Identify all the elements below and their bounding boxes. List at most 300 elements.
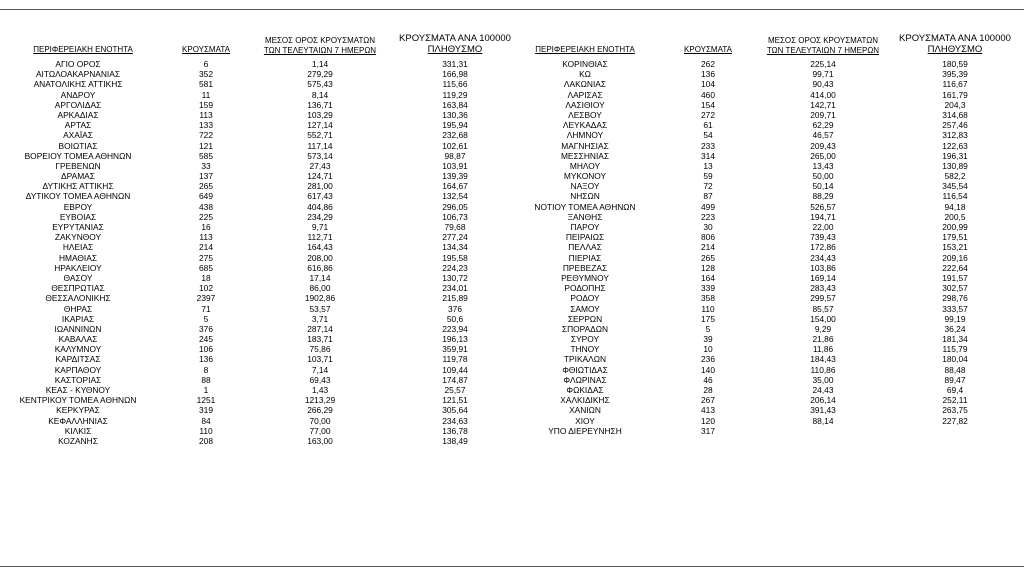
region-cell: ΧΑΝΙΩΝ — [569, 405, 601, 416]
region-cell: ΣΠΟΡΑΔΩΝ — [561, 323, 609, 334]
cases-cell: 214 — [199, 242, 213, 253]
region-cell: ΝΗΣΩΝ — [570, 191, 600, 202]
table-row — [0, 110, 520, 120]
avg-cell: 136,71 — [307, 99, 333, 110]
avg-cell: 265,00 — [810, 150, 836, 161]
region-cell: ΡΕΘΥΜΝΟΥ — [561, 272, 609, 283]
per100k-cell: 25,57 — [444, 385, 466, 395]
table-row — [0, 375, 520, 385]
per100k-cell: 130,36 — [442, 109, 468, 120]
table-row — [0, 242, 520, 252]
avg-cell: 112,71 — [307, 232, 333, 243]
cases-cell: 175 — [701, 313, 715, 324]
cases-cell: 113 — [199, 232, 213, 243]
table-row — [505, 334, 1024, 344]
region-cell: ΘΑΣΟΥ — [63, 272, 93, 283]
avg-cell: 50,14 — [812, 181, 834, 192]
table-row — [505, 141, 1024, 151]
per100k-cell: 252,11 — [942, 395, 968, 406]
avg-cell: 8,14 — [311, 89, 329, 100]
per100k-cell: 331,31 — [442, 59, 468, 69]
avg-cell: 85,57 — [812, 303, 834, 314]
region-cell: ΚΑΡΠΑΘΟΥ — [54, 364, 102, 375]
avg-cell: 391,43 — [810, 405, 836, 416]
table-row — [505, 161, 1024, 171]
table-row — [0, 293, 520, 303]
table-row — [0, 354, 520, 364]
region-cell: ΑΙΤΩΛΟΑΚΑΡΝΑΝΙΑΣ — [35, 69, 121, 80]
avg-cell: 9,29 — [814, 323, 832, 334]
cases-cell: 806 — [701, 232, 715, 243]
cases-cell: 16 — [201, 222, 211, 232]
avg-cell: 99,71 — [812, 69, 834, 80]
region-cell: ΦΩΚΙΔΑΣ — [566, 385, 604, 395]
per100k-cell: 234,63 — [442, 415, 468, 426]
region-cell: ΗΛΕΙΑΣ — [62, 242, 94, 253]
cases-cell: 104 — [701, 79, 715, 90]
region-cell: ΛΕΣΒΟΥ — [568, 109, 602, 120]
region-cell: ΔΥΤΙΚΟΥ ΤΟΜΕΑ ΑΘΗΝΩΝ — [25, 191, 131, 202]
region-cell: ΑΡΚΑΔΙΑΣ — [57, 109, 99, 120]
region-cell: ΚΑΣΤΟΡΙΑΣ — [54, 374, 102, 385]
cases-cell: 8 — [203, 364, 209, 375]
cases-cell: 120 — [701, 415, 715, 426]
avg-cell: 3,71 — [311, 313, 329, 324]
per100k-cell: 314,68 — [942, 109, 968, 120]
region-cell: ΒΟΡΕΙΟΥ ΤΟΜΕΑ ΑΘΗΝΩΝ — [24, 150, 132, 161]
cases-cell: 236 — [701, 354, 715, 365]
per100k-cell: 302,57 — [942, 283, 968, 294]
region-cell: ΞΑΝΘΗΣ — [567, 211, 603, 222]
region-cell: ΖΑΚΥΝΘΟΥ — [54, 232, 102, 243]
avg-cell: 616,86 — [307, 262, 333, 273]
region-cell: ΗΡΑΚΛΕΙΟΥ — [54, 262, 102, 273]
cases-cell: 46 — [703, 374, 713, 385]
top-rule — [0, 9, 1024, 10]
per100k-cell: 312,83 — [942, 130, 968, 141]
per100k-cell: 359,91 — [442, 344, 468, 355]
region-cell: ΚΕΑΣ - ΚΥΘΝΟΥ — [45, 385, 111, 395]
table-row — [0, 171, 520, 181]
avg-cell: 142,71 — [810, 99, 836, 110]
table-row — [0, 385, 520, 395]
table-row — [0, 202, 520, 212]
avg-cell: 77,00 — [309, 425, 331, 436]
table-row — [505, 120, 1024, 130]
region-cell: ΑΡΤΑΣ — [64, 120, 92, 131]
cases-cell: 102 — [199, 283, 213, 294]
cases-cell: 685 — [199, 262, 213, 273]
cases-cell: 164 — [701, 272, 715, 283]
cases-cell: 225 — [199, 211, 213, 222]
per100k-cell: 136,78 — [442, 425, 468, 436]
cases-cell: 1251 — [196, 395, 216, 406]
table-row — [505, 426, 1024, 436]
avg-cell: 13,43 — [812, 160, 834, 171]
per100k-cell: 395,39 — [942, 69, 968, 80]
avg-cell: 617,43 — [307, 191, 333, 202]
region-cell: ΛΑΣΙΘΙΟΥ — [565, 99, 605, 110]
avg-cell: 103,71 — [307, 354, 333, 365]
avg-cell: 184,43 — [810, 354, 836, 365]
avg-cell: 103,29 — [307, 109, 333, 120]
table-row — [505, 79, 1024, 89]
per100k-cell: 116,54 — [942, 191, 968, 202]
region-cell: ΝΑΞΟΥ — [570, 181, 600, 192]
cases-cell: 18 — [201, 272, 211, 283]
table-row — [0, 304, 520, 314]
cases-cell: 136 — [199, 354, 213, 365]
per100k-cell: 132,54 — [442, 191, 468, 202]
header-region-right: ΠΕΡΙΦΕΡΕΙΑΚΗ ΕΝΟΤΗΤΑ — [535, 45, 635, 54]
per100k-cell: 166,98 — [442, 69, 468, 80]
table-row — [505, 304, 1024, 314]
per100k-cell: 69,4 — [946, 385, 964, 395]
avg-cell: 183,71 — [307, 334, 333, 345]
table-row — [0, 120, 520, 130]
per100k-cell: 153,21 — [942, 242, 968, 253]
bottom-rule — [0, 566, 1024, 567]
avg-cell: 208,00 — [307, 252, 333, 263]
per100k-cell: 134,34 — [442, 242, 468, 253]
avg-cell: 53,57 — [309, 303, 331, 314]
region-cell: ΛΑΡΙΣΑΣ — [567, 89, 603, 100]
per100k-cell: 106,73 — [442, 211, 468, 222]
table-row — [0, 263, 520, 273]
table-row — [0, 344, 520, 354]
header-cases-left: ΚΡΟΥΣΜΑΤΑ — [182, 45, 230, 54]
avg-cell: 24,43 — [812, 385, 834, 395]
table-row — [0, 222, 520, 232]
region-cell: ΕΒΡΟΥ — [63, 201, 93, 212]
per100k-cell: 180,04 — [942, 354, 968, 365]
region-cell: ΚΑΡΔΙΤΣΑΣ — [55, 354, 101, 365]
per100k-cell: 333,57 — [942, 303, 968, 314]
cases-cell: 110 — [701, 303, 715, 314]
table-row — [0, 324, 520, 334]
per100k-cell: 130,72 — [442, 272, 468, 283]
cases-cell: 5 — [203, 313, 209, 324]
cases-cell: 6 — [203, 59, 209, 69]
per100k-cell: 195,94 — [442, 120, 468, 131]
per100k-cell: 115,79 — [942, 344, 968, 355]
cases-cell: 13 — [703, 160, 713, 171]
per100k-cell: 119,78 — [442, 354, 468, 365]
per100k-cell: 164,67 — [442, 181, 468, 192]
header-region-left: ΠΕΡΙΦΕΡΕΙΑΚΗ ΕΝΟΤΗΤΑ — [33, 45, 133, 54]
region-cell: ΡΟΔΟΥ — [570, 293, 600, 304]
table-row — [505, 263, 1024, 273]
avg-cell: 164,43 — [307, 242, 333, 253]
cases-cell: 413 — [701, 405, 715, 416]
per100k-cell: 376 — [448, 303, 462, 314]
cases-cell: 352 — [199, 69, 213, 80]
avg-cell: 573,14 — [307, 150, 333, 161]
per100k-cell: 200,99 — [942, 222, 968, 232]
region-cell: ΚΩ — [579, 69, 591, 80]
avg-cell: 172,86 — [810, 242, 836, 253]
cases-cell: 376 — [199, 323, 213, 334]
cases-cell: 319 — [199, 405, 213, 416]
table-row — [0, 273, 520, 283]
region-cell: ΑΓΙΟ ΟΡΟΣ — [55, 59, 101, 69]
per100k-cell: 180,59 — [942, 59, 968, 69]
region-cell: ΣΕΡΡΩΝ — [567, 313, 603, 324]
avg-cell: 103,86 — [810, 262, 836, 273]
per100k-cell: 179,51 — [942, 232, 968, 243]
cases-cell: 121 — [199, 140, 213, 151]
cases-cell: 87 — [703, 191, 713, 202]
table-row — [0, 181, 520, 191]
avg-cell: 163,00 — [307, 435, 333, 446]
cases-cell: 208 — [199, 435, 213, 446]
table-row — [505, 273, 1024, 283]
avg-cell: 1902,86 — [304, 293, 336, 304]
region-cell: ΦΛΩΡΙΝΑΣ — [563, 374, 607, 385]
region-cell: ΠΡΕΒΕΖΑΣ — [562, 262, 608, 273]
table-row — [505, 385, 1024, 395]
avg-cell: 234,43 — [810, 252, 836, 263]
table-row — [0, 212, 520, 222]
table-row — [505, 395, 1024, 405]
table-row — [0, 405, 520, 415]
per100k-cell: 196,31 — [942, 150, 968, 161]
table-row — [505, 232, 1024, 242]
per100k-cell: 122,63 — [942, 140, 968, 151]
table-row — [505, 405, 1024, 415]
cases-cell: 5 — [705, 323, 711, 334]
table-row — [505, 344, 1024, 354]
table-row — [505, 283, 1024, 293]
region-cell: ΔΡΑΜΑΣ — [61, 171, 95, 182]
header-cases-right: ΚΡΟΥΣΜΑΤΑ — [684, 45, 732, 54]
cases-cell: 113 — [199, 109, 213, 120]
region-cell: ΔΥΤΙΚΗΣ ΑΤΤΙΚΗΣ — [42, 181, 114, 192]
avg-cell: 11,86 — [812, 344, 834, 355]
avg-cell: 234,29 — [307, 211, 333, 222]
cases-cell: 267 — [701, 395, 715, 406]
cases-cell: 39 — [703, 334, 713, 345]
region-cell: ΠΕΙΡΑΙΩΣ — [565, 232, 605, 243]
cases-cell: 460 — [701, 89, 715, 100]
region-cell: ΠΙΕΡΙΑΣ — [568, 252, 602, 263]
cases-cell: 110 — [199, 425, 213, 436]
avg-cell: 225,14 — [810, 59, 836, 69]
per100k-cell: 103,91 — [442, 160, 468, 171]
avg-cell: 21,86 — [812, 334, 834, 345]
cases-cell: 30 — [703, 222, 713, 232]
table-row — [0, 416, 520, 426]
table-row — [505, 222, 1024, 232]
per100k-cell: 36,24 — [944, 323, 966, 334]
cases-cell: 128 — [701, 262, 715, 273]
avg-cell: 9,71 — [311, 222, 329, 232]
table-row — [505, 151, 1024, 161]
avg-cell: 75,86 — [309, 344, 331, 355]
cases-cell: 581 — [199, 79, 213, 90]
avg-cell: 127,14 — [307, 120, 333, 131]
cases-cell: 154 — [701, 99, 715, 110]
region-cell: ΚΕΦΑΛΛΗΝΙΑΣ — [48, 415, 108, 426]
region-cell: ΕΥΒΟΙΑΣ — [59, 211, 97, 222]
cases-cell: 71 — [201, 303, 211, 314]
region-cell: ΚΙΛΚΙΣ — [64, 425, 92, 436]
per100k-cell: 195,58 — [442, 252, 468, 263]
cases-cell: 265 — [199, 181, 213, 192]
region-cell: ΡΟΔΟΠΗΣ — [564, 283, 606, 294]
cases-cell: 214 — [701, 242, 715, 253]
avg-cell: 299,57 — [810, 293, 836, 304]
per100k-cell: 582,2 — [944, 171, 966, 182]
region-cell: ΙΚΑΡΙΑΣ — [61, 313, 95, 324]
avg-cell: 209,43 — [810, 140, 836, 151]
header-per100k-right-line2: ΠΛΗΘΥΣΜΟ — [927, 44, 983, 55]
region-cell: ΑΝΔΡΟΥ — [60, 89, 96, 100]
region-cell: ΧΑΛΚΙΔΙΚΗΣ — [560, 395, 610, 406]
avg-cell: 62,29 — [812, 120, 834, 131]
table-row — [505, 130, 1024, 140]
region-cell: ΜΥΚΟΝΟΥ — [563, 171, 607, 182]
table-row — [505, 69, 1024, 79]
avg-cell: 88,29 — [812, 191, 834, 202]
table-row — [505, 59, 1024, 69]
region-cell: ΜΕΣΣΗΝΙΑΣ — [560, 150, 610, 161]
avg-cell: 414,00 — [810, 89, 836, 100]
region-cell: ΚΟΖΑΝΗΣ — [58, 435, 98, 446]
region-cell: ΚΕΝΤΡΙΚΟΥ ΤΟΜΕΑ ΑΘΗΝΩΝ — [19, 395, 137, 406]
header-avg-left-line1: ΜΕΣΟΣ ΟΡΟΣ ΚΡΟΥΣΜΑΤΩΝ — [264, 36, 376, 45]
table-row — [0, 79, 520, 89]
avg-cell: 575,43 — [307, 79, 333, 90]
header-per100k-right-line1: ΚΡΟΥΣΜΑΤΑ ΑΝΑ 100000 — [899, 33, 1011, 44]
cases-cell: 33 — [201, 160, 211, 171]
cases-cell: 54 — [703, 130, 713, 141]
avg-cell: 552,71 — [307, 130, 333, 141]
per100k-cell: 305,64 — [442, 405, 468, 416]
region-cell: ΘΗΡΑΣ — [63, 303, 93, 314]
per100k-cell: 345,54 — [942, 181, 968, 192]
per100k-cell: 109,44 — [442, 364, 468, 375]
region-cell: ΚΑΒΑΛΑΣ — [58, 334, 98, 345]
per100k-cell: 277,24 — [442, 232, 468, 243]
per100k-cell: 130,89 — [942, 160, 968, 171]
avg-cell: 7,14 — [311, 364, 329, 375]
cases-cell: 438 — [199, 201, 213, 212]
table-row — [0, 436, 520, 446]
table-row — [505, 171, 1024, 181]
cases-cell: 159 — [199, 99, 213, 110]
table-row — [505, 202, 1024, 212]
cases-cell: 262 — [701, 59, 715, 69]
region-cell: ΕΥΡΥΤΑΝΙΑΣ — [52, 222, 104, 232]
table-row — [0, 130, 520, 140]
region-cell: ΒΟΙΩΤΙΑΣ — [58, 140, 98, 151]
table-row — [505, 242, 1024, 252]
cases-cell: 72 — [703, 181, 713, 192]
region-cell: ΣΑΜΟΥ — [570, 303, 600, 314]
per100k-cell: 88,48 — [944, 364, 966, 375]
cases-cell: 137 — [199, 171, 213, 182]
table-row — [0, 426, 520, 436]
cases-cell: 499 — [701, 201, 715, 212]
region-cell: ΤΡΙΚΑΛΩΝ — [563, 354, 607, 365]
per100k-cell: 234,01 — [442, 283, 468, 294]
per100k-cell: 204,3 — [944, 99, 966, 110]
cases-cell: 136 — [701, 69, 715, 80]
avg-cell: 117,14 — [307, 140, 333, 151]
cases-cell: 245 — [199, 334, 213, 345]
table-row — [0, 59, 520, 69]
per100k-cell: 139,39 — [442, 171, 468, 182]
table-row — [505, 253, 1024, 263]
header-per100k-left-line2: ΠΛΗΘΥΣΜΟ — [427, 44, 483, 55]
cases-cell: 1 — [203, 385, 209, 395]
table-row — [505, 324, 1024, 334]
table-row — [505, 293, 1024, 303]
table-row — [0, 314, 520, 324]
region-cell: ΝΟΤΙΟΥ ΤΟΜΕΑ ΑΘΗΝΩΝ — [534, 201, 636, 212]
avg-cell: 27,43 — [309, 160, 331, 171]
avg-cell: 194,71 — [810, 211, 836, 222]
cases-cell: 317 — [701, 425, 715, 436]
avg-cell: 70,00 — [309, 415, 331, 426]
table-row — [0, 191, 520, 201]
per100k-cell: 115,66 — [442, 79, 468, 90]
table-row — [0, 90, 520, 100]
cases-cell: 223 — [701, 211, 715, 222]
avg-cell: 50,00 — [812, 171, 834, 182]
per100k-cell: 119,29 — [442, 89, 468, 100]
per100k-cell: 224,23 — [442, 262, 468, 273]
per100k-cell: 296,05 — [442, 201, 468, 212]
cases-cell: 84 — [201, 415, 211, 426]
avg-cell: 287,14 — [307, 323, 333, 334]
per100k-cell: 89,47 — [944, 374, 966, 385]
table-row — [505, 416, 1024, 426]
avg-cell: 90,43 — [812, 79, 834, 90]
avg-cell: 124,71 — [307, 171, 333, 182]
cases-cell: 275 — [199, 252, 213, 263]
table-row — [0, 253, 520, 263]
table-row — [505, 375, 1024, 385]
per100k-cell: 223,94 — [442, 323, 468, 334]
table-row — [0, 69, 520, 79]
region-cell: ΜΗΛΟΥ — [569, 160, 601, 171]
avg-cell: 1213,29 — [304, 395, 336, 406]
region-cell: ΛΑΚΩΝΙΑΣ — [563, 79, 607, 90]
table-row — [505, 365, 1024, 375]
avg-cell: 22,00 — [812, 222, 834, 232]
avg-cell: 169,14 — [810, 272, 836, 283]
per100k-cell: 209,16 — [942, 252, 968, 263]
cases-cell: 649 — [199, 191, 213, 202]
avg-cell: 1,14 — [311, 59, 329, 69]
region-cell: ΠΕΛΛΑΣ — [568, 242, 602, 253]
cases-cell: 88 — [201, 374, 211, 385]
per100k-cell: 232,68 — [442, 130, 468, 141]
avg-cell: 206,14 — [810, 395, 836, 406]
per100k-cell: 161,79 — [942, 89, 968, 100]
region-cell: ΤΗΝΟΥ — [570, 344, 600, 355]
avg-cell: 154,00 — [810, 313, 836, 324]
region-cell: ΚΑΛΥΜΝΟΥ — [54, 344, 102, 355]
avg-cell: 404,86 — [307, 201, 333, 212]
per100k-cell: 174,87 — [442, 374, 468, 385]
cases-cell: 11 — [201, 89, 211, 100]
region-cell: ΑΡΓΟΛΙΔΑΣ — [54, 99, 102, 110]
region-cell: ΦΘΙΩΤΙΔΑΣ — [562, 364, 608, 375]
table-row — [505, 191, 1024, 201]
